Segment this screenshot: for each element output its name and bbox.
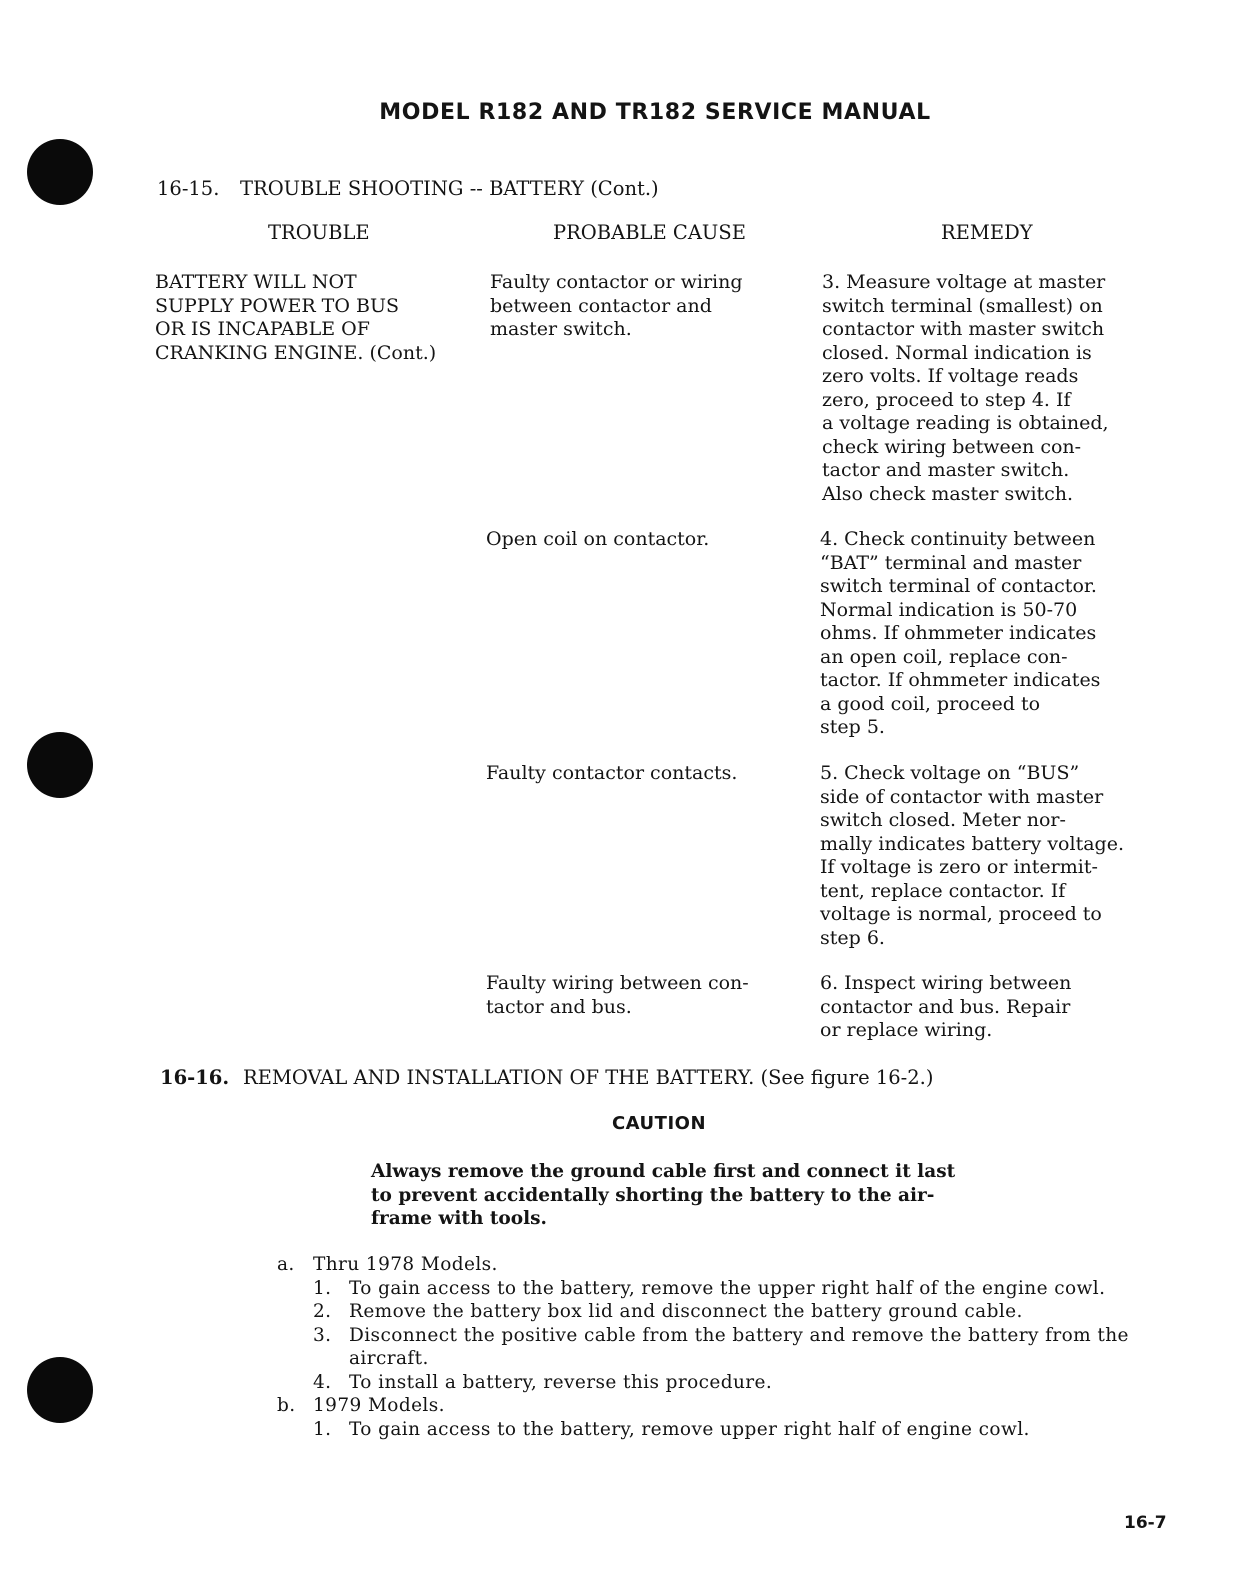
trouble-text: BATTERY WILL NOT SUPPLY POWER TO BUS OR IS INCAPABLE OF CRANKING ENGINE. (Cont.) <box>155 271 437 364</box>
procedure-list <box>277 1253 1197 1441</box>
section-1616-title: REMOVAL AND INSTALLATION OF THE BATTERY. (See figure 16-2.) <box>243 1066 934 1089</box>
page-number: 16-7 <box>1124 1513 1167 1533</box>
remedy-row-4: 6. Inspect wiring between contactor and bus. Repair or replace wiring. <box>820 972 1072 1041</box>
group-b-title: 1979 Models. <box>313 1395 445 1416</box>
caution-label: CAUTION <box>611 1113 707 1134</box>
section-1615-title: TROUBLE SHOOTING -- BATTERY (Cont.) <box>240 177 659 200</box>
group-b-label: b. <box>277 1395 296 1416</box>
cause-row-4: Faulty wiring between con- tactor and bus. <box>486 972 749 1018</box>
section-1615-number: 16-15. <box>157 177 220 200</box>
caution-text: Always remove the ground cable first and connect it last to prevent accidentally shorting the battery to the air- frame with tools. <box>371 1161 956 1229</box>
list-item: 4. To install a battery, reverse this procedure. <box>313 1371 773 1393</box>
page-title: MODEL R182 AND TR182 SERVICE MANUAL <box>379 100 931 125</box>
group-b-steps <box>313 1418 1197 1442</box>
group-a-label: a. <box>277 1254 295 1275</box>
binder-hole-top <box>27 139 93 205</box>
group-a <box>277 1253 1197 1277</box>
group-a-title: Thru 1978 Models. <box>313 1254 498 1275</box>
group-b <box>277 1394 1197 1418</box>
list-item: 2. Remove the battery box lid and disconnect the battery ground cable. <box>313 1301 1023 1322</box>
cause-row-2: Open coil on contactor. <box>486 528 710 550</box>
binder-hole-middle <box>27 732 93 798</box>
list-item: 3. Disconnect the positive cable from the battery and remove the battery from the aircraft. <box>313 1324 1129 1369</box>
list-item: 1. To gain access to the battery, remove the upper right half of the engine cowl. <box>313 1277 1106 1299</box>
remedy-row-1: 3. Measure voltage at master switch terminal (smallest) on contactor with master switch closed. Normal indication is zero volts. If voltage reads zero, proceed to step 4. If a voltage reading is obtained, check wiring between con- tactor and master switch. Also check master switch. <box>822 271 1109 505</box>
cause-row-1: Faulty contactor or wiring between contactor and master switch. <box>490 271 743 340</box>
column-header-trouble: TROUBLE <box>268 221 370 244</box>
cause-row-3: Faulty contactor contacts. <box>486 762 738 784</box>
remedy-row-2: 4. Check continuity between “BAT” terminal and master switch terminal of contactor. Normal indication is 50-70 ohms. If ohmmeter indicates an open coil, replace con- tactor. If ohmmeter indicates a good coil, proceed to step 5. <box>820 528 1101 738</box>
remedy-row-3: 5. Check voltage on “BUS” side of contactor with master switch closed. Meter nor- mally indicates battery voltage. If voltage is zero or intermit- tent, replace contactor. If voltage is normal, proceed to step 6. <box>820 762 1124 949</box>
binder-hole-bottom <box>27 1357 93 1423</box>
column-header-remedy: REMEDY <box>941 221 1033 244</box>
list-item: 1. To gain access to the battery, remove upper right half of engine cowl. <box>313 1418 1030 1440</box>
section-1616-number: 16-16. <box>160 1066 230 1089</box>
column-header-cause: PROBABLE CAUSE <box>553 221 746 244</box>
group-a-steps <box>313 1277 1197 1395</box>
